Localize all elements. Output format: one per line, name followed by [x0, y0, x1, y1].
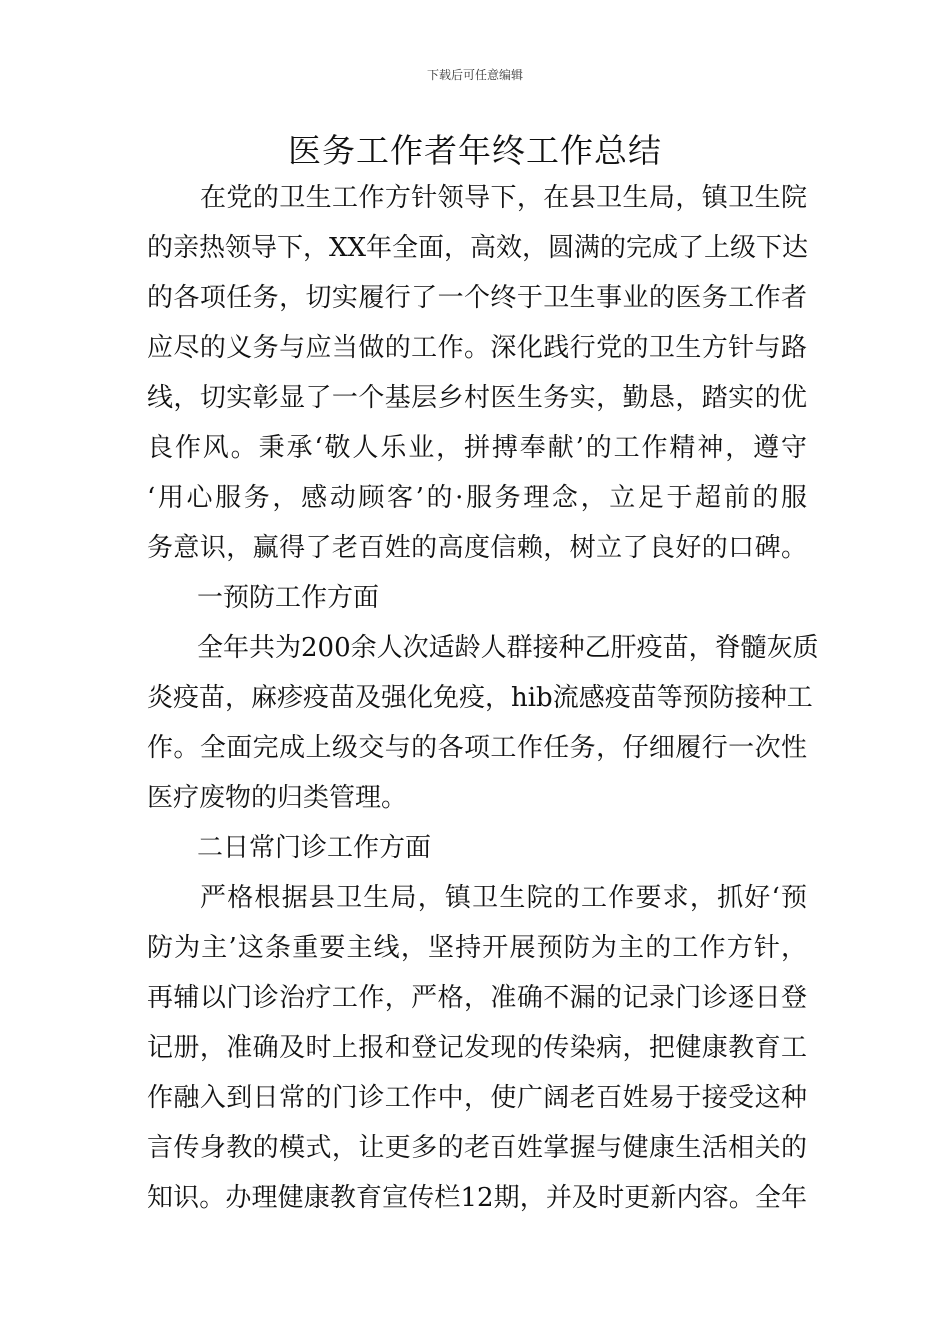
paragraph-line: 再辅以门诊治疗工作，严格，准确不漏的记录门诊逐日登: [147, 983, 807, 1013]
paragraph-line: 良作风。秉承‘敬人乐业，拼搏奉献’的工作精神，遵守: [147, 433, 807, 463]
page-header-note: 下载后可任意编辑: [426, 68, 523, 82]
paragraph-line: 记册，准确及时上报和登记发现的传染病，把健康教育工: [147, 1033, 807, 1063]
section-heading-outpatient: 二日常门诊工作方面: [197, 833, 432, 863]
paragraph-line: 在党的卫生工作方针领导下，在县卫生局，镇卫生院: [200, 183, 807, 213]
paragraph-line: 线，切实彰显了一个基层乡村医生务实，勤恳，踏实的优: [147, 383, 807, 413]
paragraph-line: 防为主’这条重要主线，坚持开展预防为主的工作方针，: [147, 933, 807, 963]
paragraph-line: 全年共为200余人次适龄人群接种乙肝疫苗，脊髓灰质: [197, 633, 819, 663]
paragraph-line: 作融入到日常的门诊工作中，使广阔老百姓易于接受这种: [147, 1083, 807, 1113]
paragraph-line: 务意识，赢得了老百姓的高度信赖，树立了良好的口碑。: [147, 533, 807, 563]
paragraph-line: 炎疫苗，麻疹疫苗及强化免疫，hib流感疫苗等预防接种工: [147, 683, 813, 713]
paragraph-line: 言传身教的模式，让更多的老百姓掌握与健康生活相关的: [147, 1133, 807, 1163]
document-title: 医务工作者年终工作总结: [288, 131, 662, 170]
paragraph-line: 医疗废物的归类管理。: [147, 783, 408, 813]
paragraph-line: 的各项任务，切实履行了一个终于卫生事业的医务工作者: [147, 283, 807, 313]
paragraph-line: 作。全面完成上级交与的各项工作任务，仔细履行一次性: [147, 733, 807, 763]
section-heading-prevention: 一预防工作方面: [197, 583, 380, 613]
paragraph-line: 应尽的义务与应当做的工作。深化践行党的卫生方针与路: [147, 333, 807, 363]
paragraph-line: ‘用心服务，感动顾客’的·服务理念，立足于超前的服: [147, 483, 807, 513]
paragraph-line: 严格根据县卫生局，镇卫生院的工作要求，抓好‘预: [200, 883, 807, 913]
paragraph-line: 的亲热领导下，XX年全面，高效，圆满的完成了上级下达: [147, 233, 809, 263]
paragraph-line: 知识。办理健康教育宣传栏12期，并及时更新内容。全年: [147, 1183, 807, 1213]
